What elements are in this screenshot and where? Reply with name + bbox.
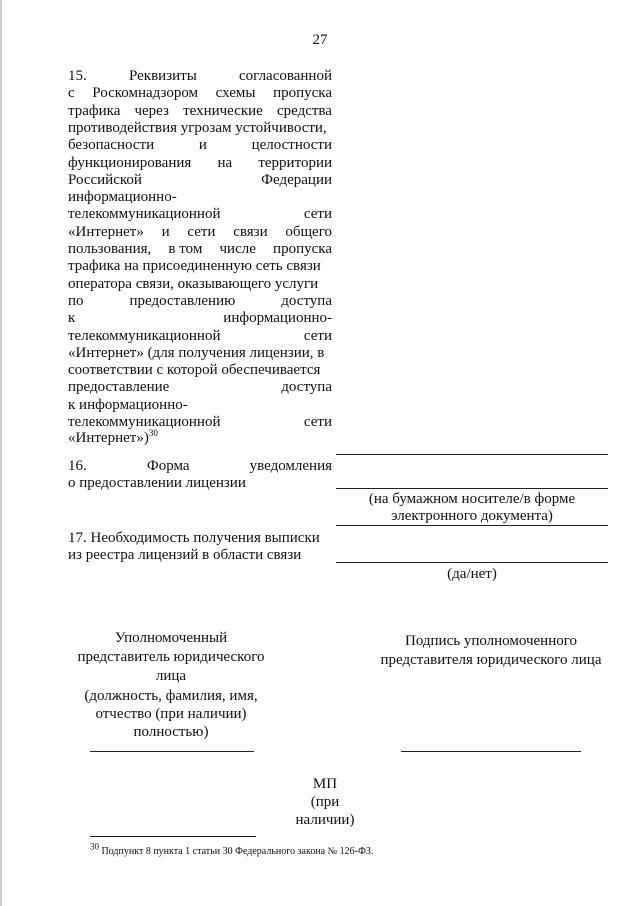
item-15-word: доступа xyxy=(281,379,332,396)
item-15-line xyxy=(68,206,332,223)
item-15-word: через xyxy=(134,102,169,119)
item-15-word: пропуска xyxy=(273,241,332,257)
item-15-word: к xyxy=(68,310,76,327)
item-16-hint-line2: электронного документа) xyxy=(391,508,553,524)
signature-left-line1: Уполномоченный xyxy=(114,630,228,646)
item-15-line xyxy=(68,155,332,172)
item-15-word: «Интернет» (для получения лицензии, в xyxy=(68,344,325,361)
signature-left-line2: представитель юридического xyxy=(77,649,265,665)
item-15-word: телекоммуникационной xyxy=(68,206,221,223)
signature-left-line5: отчество (при наличии) xyxy=(95,706,247,722)
item-15-line xyxy=(68,172,332,189)
item-15-line xyxy=(68,276,332,293)
signature-left-line4: (должность, фамилия, имя, xyxy=(84,688,258,704)
item-15-line xyxy=(68,68,332,85)
item-15-word: предоставлению xyxy=(129,292,236,309)
stamp-line3: наличии) xyxy=(295,812,355,828)
item-15-word: связи xyxy=(233,223,268,240)
item-15-line xyxy=(68,397,332,414)
footnote xyxy=(90,841,374,858)
item-15-word: пропуска xyxy=(273,85,332,102)
item-15-word: 15. xyxy=(68,68,87,84)
item-15-line xyxy=(68,379,332,396)
item-16-word: Форма xyxy=(146,458,190,474)
item-15-word: предоставление xyxy=(68,379,170,396)
stamp-mp: МП xyxy=(312,776,338,792)
item-16-number: 16. xyxy=(68,458,87,474)
item-15-word: целостности xyxy=(251,137,332,154)
item-16-label-line2: о предоставлении лицензии xyxy=(68,475,246,491)
item-15-line xyxy=(68,345,332,362)
item-15-line xyxy=(68,258,332,275)
item-17-hint: (да/нет) xyxy=(447,566,497,582)
item-16-label-line1 xyxy=(68,458,332,475)
item-15-word: противодействия угрозам устойчивости, xyxy=(68,119,327,136)
item-15-line xyxy=(68,310,332,327)
item-16-field-rule[interactable] xyxy=(336,488,608,489)
item-15-word: информационно- xyxy=(223,310,332,327)
item-15-word: безопасности xyxy=(68,137,155,154)
item-15-line xyxy=(68,241,332,258)
item-15-word: Реквизиты xyxy=(128,68,197,84)
signature-left-line3: лица xyxy=(155,668,187,684)
item-17-label-line1: 17. Необходимость получения выписки xyxy=(68,530,320,546)
item-15-word: телекоммуникационной xyxy=(68,414,221,430)
item-15-line xyxy=(68,85,332,102)
item-15-word: пользования, xyxy=(68,241,152,257)
item-15-word: Федерации xyxy=(261,171,332,188)
item-15-word: согласованной xyxy=(239,68,332,84)
item-16-hint-line1: (на бумажном носителе/в форме xyxy=(368,491,576,507)
item-15-word: в том xyxy=(168,241,203,257)
item-15-word: технические xyxy=(183,102,263,119)
item-15-word: средства xyxy=(276,102,332,119)
item-16-field-rule-bottom xyxy=(336,525,608,526)
item-15-line xyxy=(68,120,332,137)
item-16-word: уведомления xyxy=(249,458,332,474)
item-15-word: сети xyxy=(187,223,216,240)
item-15-word: трафика xyxy=(68,102,121,119)
signature-right-line2: представителя юридического лица xyxy=(380,652,602,668)
item-15-line xyxy=(68,189,332,206)
item-15-word: трафика на присоединенную сеть связи xyxy=(68,258,321,275)
footnote-text: Подпункт 8 пункта 1 статьи 30 Федерального закона № 126-ФЗ. xyxy=(101,846,374,857)
item-15-word: на xyxy=(217,154,233,171)
footnote-number: 30 xyxy=(90,841,99,852)
page-number: 27 xyxy=(312,32,328,48)
item-15-word: и xyxy=(198,137,207,154)
footnote-reference: 30 xyxy=(148,428,158,438)
signature-left-rule[interactable] xyxy=(90,751,254,752)
item-15-word: Российской xyxy=(68,171,142,188)
signature-left-line6: полностью) xyxy=(133,724,209,740)
item-15-word: оператора связи, оказывающего услуги xyxy=(68,275,319,292)
item-15-line xyxy=(68,137,332,154)
item-15-line xyxy=(68,414,332,431)
item-15-word: числе xyxy=(219,241,256,257)
signature-right-rule[interactable] xyxy=(401,751,581,752)
item-15-line xyxy=(68,328,332,345)
item-15-word: Роскомнадзором xyxy=(92,85,199,102)
signature-right-line1: Подпись уполномоченного xyxy=(404,633,578,649)
scan-edge xyxy=(0,0,2,906)
item-15-line xyxy=(68,362,332,379)
item-15-word: по xyxy=(68,292,84,309)
stamp-line2: (при xyxy=(310,794,340,810)
item-15-word: сети xyxy=(303,414,332,430)
item-15-word: сети xyxy=(303,206,332,223)
item-15-word: «Интернет» xyxy=(68,223,144,240)
item-17-field-rule[interactable] xyxy=(336,562,608,563)
item-15-word: территории xyxy=(258,154,332,171)
item-16-field-rule-top xyxy=(336,454,608,455)
item-15-word: доступа xyxy=(281,292,332,309)
item-15-word: сети xyxy=(303,327,332,344)
footnote-separator xyxy=(90,836,256,837)
item-15-word: телекоммуникационной xyxy=(68,327,221,344)
item-15-word: схемы xyxy=(215,85,256,102)
item-15-word: с xyxy=(68,85,75,102)
item-15-word: общего xyxy=(285,223,332,240)
item-15-word: соответствии с которой обеспечивается xyxy=(68,362,321,379)
item-15-last-line xyxy=(68,430,158,447)
item-15-word: информационно- xyxy=(68,189,177,206)
item-15-word: к информационно- xyxy=(68,396,188,413)
item-15-line xyxy=(68,103,332,120)
item-15-word: и xyxy=(161,223,170,240)
item-15-last-text: «Интернет») xyxy=(68,430,149,446)
item-15-word: функционирования xyxy=(68,154,192,171)
item-17-label-line2: из реестра лицензий в области связи xyxy=(68,547,302,563)
item-15-line xyxy=(68,224,332,241)
item-15-line xyxy=(68,293,332,310)
